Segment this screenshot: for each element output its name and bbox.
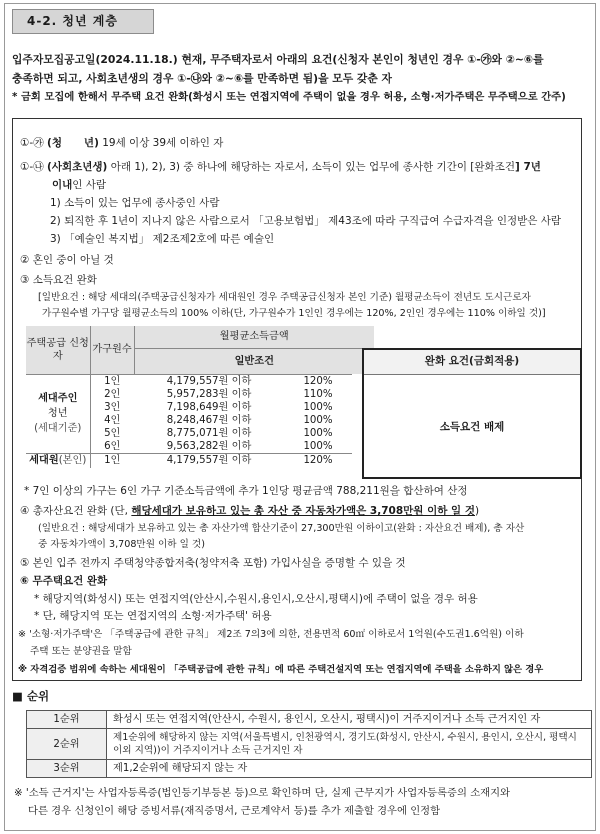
footnote (14, 784, 586, 820)
intro-line-2: 충족하면 되고, 사회초년생의 경우 ①-㉯와 ②~⑥를 만족하면 됨)을 모두 갖춘 자 (12, 72, 392, 85)
row-percent: 100% (303, 441, 333, 452)
rank-label: 2순위 (27, 729, 107, 760)
ranking-table (26, 710, 592, 778)
rank-label: 1순위 (27, 711, 107, 729)
row-percent: 100% (303, 402, 333, 413)
header-applicant: 주택공급 신청자 (26, 326, 90, 374)
starter-label: (사회초년생) (47, 161, 108, 173)
item-homeless: ⑥ 무주택요건 완화 (20, 575, 108, 587)
homeless-sub-2: * 단, 해당지역 또는 연접지역의 소형·저가주택' 허용 (34, 610, 272, 622)
starter-within: 이내 (52, 179, 73, 191)
youth-item (20, 136, 223, 150)
starter-years: ] 7년 (514, 161, 541, 173)
rank-label: 3순위 (27, 760, 107, 778)
header-monthly: 월평균소득금액 (134, 326, 374, 348)
seven-person-note: * 7인 이상의 가구는 6인 가구 기준소득금액에 추가 1인당 평균금액 788,211원을 합산하여 산정 (24, 485, 468, 497)
intro-note: * 금회 모집에 한해서 무주택 요건 완화(화성시 또는 연접지역에 주택이 없을 경우 허용, 소형·저가주택은 무주택으로 간주) (12, 91, 566, 103)
row-percent: 120% (284, 374, 352, 388)
starter-text: 아래 1), 2), 3) 중 하나에 해당하는 자로서, 소득이 있는 업무에 종사한 기간이 [ (110, 161, 475, 173)
starter-item (20, 160, 541, 174)
header-general: 일반조건 (134, 348, 374, 374)
intro-line-1: 입주자모집공고일(2024.11.18.) 현재, 무주택자로서 아래의 요건(신청자 본인이 청년인 경우 ①-㉮와 ②~⑥를 (12, 53, 544, 66)
item-income: ③ 소득요건 완화 (20, 274, 97, 286)
item-assets: ④ 총자산요건 완화 (단, 해당세대가 보유하고 있는 총 자산 중 자동차가액은 3,708만원 이하 일 것) (20, 505, 480, 517)
row-percent: 100% (303, 428, 333, 439)
small-house-note-2: 주택 또는 분양권을 말함 (30, 646, 132, 657)
starter-sub-1: 1) 소득이 있는 업무에 종사중인 사람 (50, 197, 220, 209)
assets-sub-2: 중 자동차가액이 3,708만원 이하 일 것) (38, 539, 205, 550)
starter-line-2 (52, 178, 106, 192)
rank-text: 제1,2순위에 해당되지 않는 자 (107, 760, 592, 778)
row-percent: 100% (303, 415, 333, 426)
relief-box (362, 348, 582, 479)
row-percent: 120% (284, 454, 352, 468)
asset-car-limit: 해당세대가 보유하고 있는 총 자산 중 자동차가액은 3,708만원 이하 일 것 (131, 505, 475, 517)
income-sub-1: [일반요건 : 해당 세대의(주택공급신청자가 세대원인 경우 주택공급신청자 본인 기준) 월평균소득이 전년도 도시근로자 (38, 292, 531, 303)
household-member-group: 세대원(본인) (26, 454, 90, 468)
rank-row (27, 729, 592, 760)
row-percent: 110% (303, 389, 333, 400)
relief-body: 소득요건 배제 (439, 421, 505, 433)
starter-sub-3: 3) 「예술인 복지법」 제2조제2호에 따른 예술인 (50, 233, 275, 245)
row-amount: 8,248,467원 이하 (166, 415, 252, 426)
row-size: 6인 (104, 441, 121, 452)
row-size: 4인 (104, 415, 121, 426)
rank-text: 화성시 또는 연접지역(안산시, 수원시, 용인시, 오산시, 평택시)이 거주지이거나 소득 근거지인 자 (107, 711, 592, 729)
row-amount: 9,563,282원 이하 (166, 441, 252, 452)
row-size: 5인 (104, 428, 121, 439)
youth-text: 19세 이상 39세 이하인 자 (102, 137, 224, 149)
intro-block (12, 50, 582, 107)
row-size: 1인 (90, 374, 134, 388)
rank-row (27, 711, 592, 729)
ranking-title: ■ 순위 (12, 689, 50, 703)
item-marriage: ② 혼인 중이 아닐 것 (20, 254, 114, 266)
row-amount: 8,775,071원 이하 (166, 428, 252, 439)
youth-label: (청 년) (47, 137, 99, 149)
income-rows (26, 374, 374, 468)
starter-relax: 완화조건 (474, 161, 515, 173)
starter-num: ①-㉯ (20, 161, 44, 173)
homeless-sub-1: * 해당지역(화성시) 또는 연접지역(안산시,수원시,용인시,오산시,평택시)에 주택이 없을 경우 허용 (34, 593, 478, 605)
row-amount: 4,179,557원 이하 (134, 374, 284, 388)
assets-sub-1: (일반요건 : 해당세대가 보유하고 있는 총 자산가액 합산기준이 27,300만원 이하이고(완화 : 자산요건 배제), 총 자산 (38, 523, 525, 534)
rank-row (27, 760, 592, 778)
footnote-line-2: 다른 경우 신청인이 해당 증빙서류(재직증명서, 근로계약서 등)를 추가 제출할 경우에 인정함 (28, 805, 441, 817)
footnote-line-1: ※ '소득 근거지'는 사업자등록증(법인등기부등본 등)으로 확인하며 단, 실제 근무지가 사업자등록증의 소재지와 (14, 787, 510, 799)
income-table (26, 326, 374, 468)
starter-person: 인 사람 (72, 179, 107, 191)
row-size: 2인 (104, 389, 121, 400)
row-size: 3인 (104, 402, 121, 413)
small-house-note-1: ※ '소형·저가주택'은 「주택공급에 관한 규칙」 제2조 7의3에 의한, 전용면적 60㎡ 이하로서 1억원(수도권1.6억원) 이하 (18, 629, 524, 640)
relief-header: 완화 요건(금회적용) (364, 350, 580, 375)
row-amount: 7,198,649원 이하 (166, 402, 252, 413)
row-size: 1인 (90, 454, 134, 468)
row-amount: 5,957,283원 이하 (166, 389, 252, 400)
rank-text: 제1순위에 해당하지 않는 지역(서울특별시, 인천광역시, 경기도(화성시, 안산시, 수원시, 용인시, 오산시, 평택시 이외 지역))이 거주지이거나 소득 근거지인 자 (107, 729, 592, 760)
item-savings: ⑤ 본인 입주 전까지 주택청약종합저축(청약저축 포함) 가입사실을 증명할 수 있을 것 (20, 557, 406, 569)
starter-sub-2: 2) 퇴직한 후 1년이 지나지 않은 사람으로서 「고용보험법」 제43조에 따라 구직급여 수급자격을 인정받은 사람 (50, 215, 562, 227)
header-household: 가구원수 (90, 326, 134, 374)
section-title: 4-2. 청년 계층 (12, 9, 154, 34)
youth-num: ①-㉮ (20, 137, 44, 149)
row-amount: 4,179,557원 이하 (134, 454, 284, 468)
scope-note: ※ 자격검증 범위에 속하는 세대원이 「주택공급에 관한 규칙」에 따른 주택건설지역 또는 연접지역에 주택을 소유하지 않은 경우 (18, 664, 544, 675)
income-sub-2: 가구원수별 가구당 월평균소득의 100% 이하(단, 가구원수가 1인인 경우에는 120%, 2인인 경우에는 110% 이하일 것)] (42, 308, 546, 319)
household-head-group: 세대주인 청년 (세대기준) (26, 374, 90, 454)
